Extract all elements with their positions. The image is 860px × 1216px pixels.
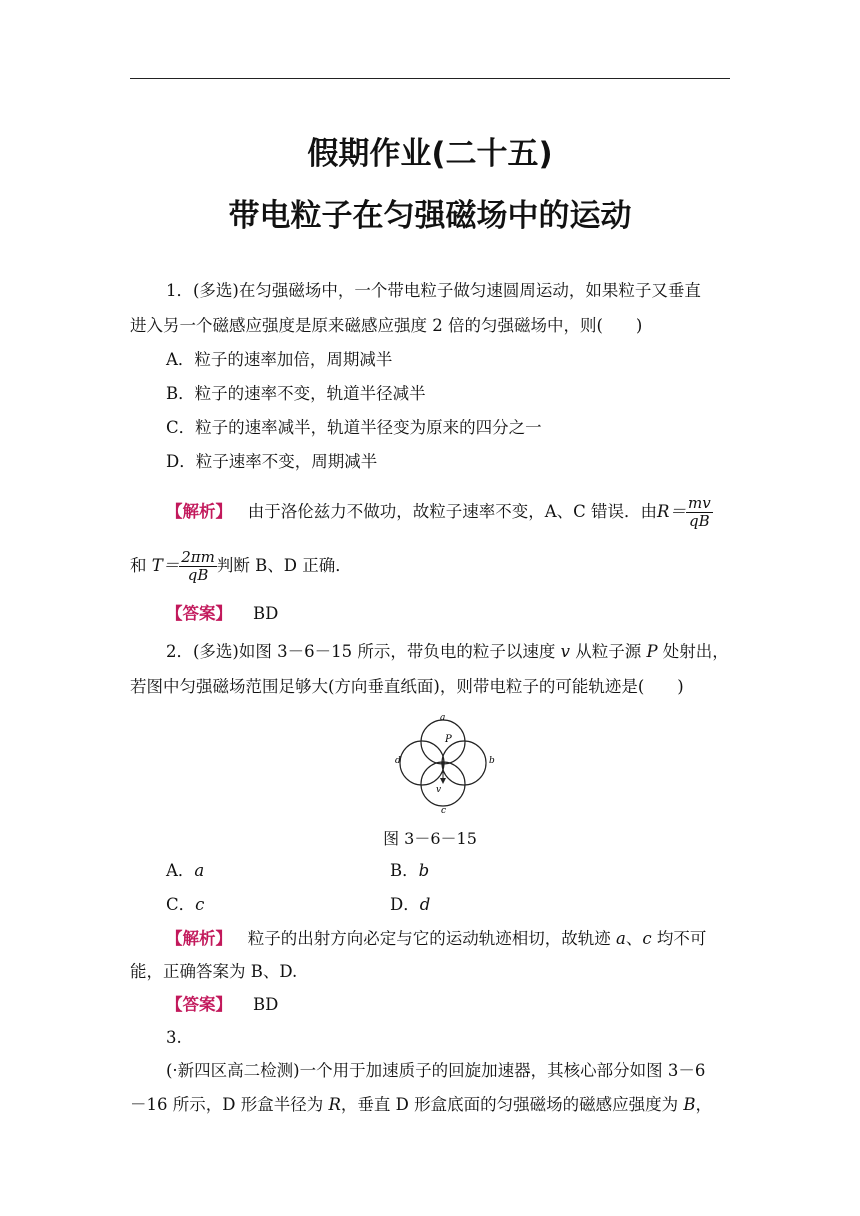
q2-figure-caption: 图 3－6－15: [383, 829, 477, 848]
label-p: P: [445, 734, 452, 745]
q2-stem-part3: 处射出，: [662, 642, 729, 661]
q2-option-a-value: a: [194, 861, 205, 880]
q2-analysis-line1: [166, 928, 706, 950]
q2-stem-part1: 2．(多选)如图 3－6－15 所示，带负电的粒子以速度: [166, 642, 556, 661]
q1-option-a: A．粒子的速率加倍，周期减半: [166, 350, 393, 369]
label-v: v: [436, 785, 442, 795]
q2-analysis-label: 【解析】: [166, 929, 232, 948]
q3-var-r: R: [328, 1095, 341, 1114]
q2-option-b-value: b: [418, 861, 430, 880]
page-subtitle: 带电粒子在匀强磁场中的运动: [228, 198, 632, 234]
q2-option-d-letter: D．: [390, 895, 420, 914]
q2-option-c-letter: C．: [166, 895, 196, 914]
q2-option-d: [390, 894, 430, 916]
q1-t-post: 判断 B、D 正确．: [216, 556, 352, 575]
q1-analysis-line1: [166, 493, 713, 531]
q3-stem-part1: －16 所示，D 形盒半径为: [130, 1095, 324, 1114]
q1-analysis-line2: [130, 547, 352, 585]
label-c: c: [441, 806, 447, 816]
q2-analysis-line2: 能，正确答案为 B、D.: [130, 962, 298, 981]
q3-var-b: B: [683, 1095, 696, 1114]
q1-analysis-label: 【解析】: [166, 502, 232, 521]
q2-stem-line2: 若图中匀强磁场范围足够大(方向垂直纸面)，则带电粒子的可能轨迹是( ): [130, 677, 684, 696]
q2-answer-value: BD: [252, 995, 279, 1014]
header-rule: [130, 78, 730, 79]
q2-var-p: P: [646, 642, 658, 661]
q1-t-eq: T＝: [151, 556, 180, 575]
q2-analysis-c: c: [642, 929, 652, 948]
q3-stem-line2: [130, 1094, 712, 1116]
q2-answer-label: 【答案】: [166, 995, 232, 1014]
q3-stem-part2: ，垂直 D 形盒底面的匀强磁场的磁感应强度为: [340, 1095, 679, 1114]
q1-r-eq: R＝: [657, 502, 686, 521]
q2-answer-line: [166, 994, 278, 1016]
q2-analysis-text: 粒子的出射方向必定与它的运动轨迹相切，故轨迹: [247, 929, 611, 948]
q2-option-c: [166, 894, 204, 916]
q3-number: 3.: [166, 1028, 182, 1047]
q1-option-c: C．粒子的速率减半，轨道半径变为原来的四分之一: [166, 418, 542, 437]
q3-stem-part3: ，: [695, 1095, 713, 1114]
q2-stem-part2: 从粒子源: [575, 642, 642, 661]
q2-option-d-value: d: [419, 895, 431, 914]
q2-option-a: [166, 860, 204, 882]
q2-stem-line1: [166, 641, 729, 663]
q1-t-den: qB: [187, 566, 209, 584]
q1-r-fraction: [686, 495, 713, 530]
q2-analysis-end: 均不可: [651, 929, 707, 948]
q1-answer-line: [166, 603, 278, 625]
q2-trajectory-figure: [388, 712, 498, 818]
label-a: a: [440, 713, 446, 723]
q1-option-d: D．粒子速率不变，周期减半: [166, 452, 378, 471]
q2-option-c-value: c: [195, 895, 205, 914]
page-title: 假期作业(二十五): [307, 136, 553, 172]
q1-stem-line1: 1．(多选)在匀强磁场中，一个带电粒子做匀速圆周运动，如果粒子又垂直: [166, 281, 701, 300]
q1-stem-line2: 进入另一个磁感应强度是原来磁感应强度 2 倍的匀强磁场中，则( ): [130, 316, 643, 335]
q1-t-pre: 和: [130, 556, 147, 575]
q1-answer-value: BD: [252, 604, 279, 623]
label-b: b: [489, 756, 495, 766]
q1-t-fraction: [179, 549, 217, 584]
q1-r-num: mv: [687, 494, 711, 512]
q2-analysis-a: a: [616, 929, 626, 948]
q2-option-a-letter: A．: [166, 861, 195, 880]
q2-analysis-sep: 、: [625, 929, 643, 948]
q3-stem-line1: (·新四区高二检测)一个用于加速质子的回旋加速器，其核心部分如图 3－6: [166, 1061, 706, 1080]
q1-option-b: B．粒子的速率不变，轨道半径减半: [166, 384, 426, 403]
q2-option-b-letter: B．: [390, 861, 419, 880]
q1-t-num: 2πm: [181, 548, 215, 566]
q1-answer-label: 【答案】: [166, 604, 232, 623]
q2-var-v: v: [560, 642, 570, 661]
velocity-arrow-head: [440, 778, 446, 784]
q1-r-den: qB: [689, 512, 710, 530]
label-d: d: [395, 756, 401, 766]
q1-analysis-text: 由于洛伦兹力不做功，故粒子速率不变，A、C 错误．由: [247, 502, 658, 521]
q2-option-b: [390, 860, 429, 882]
